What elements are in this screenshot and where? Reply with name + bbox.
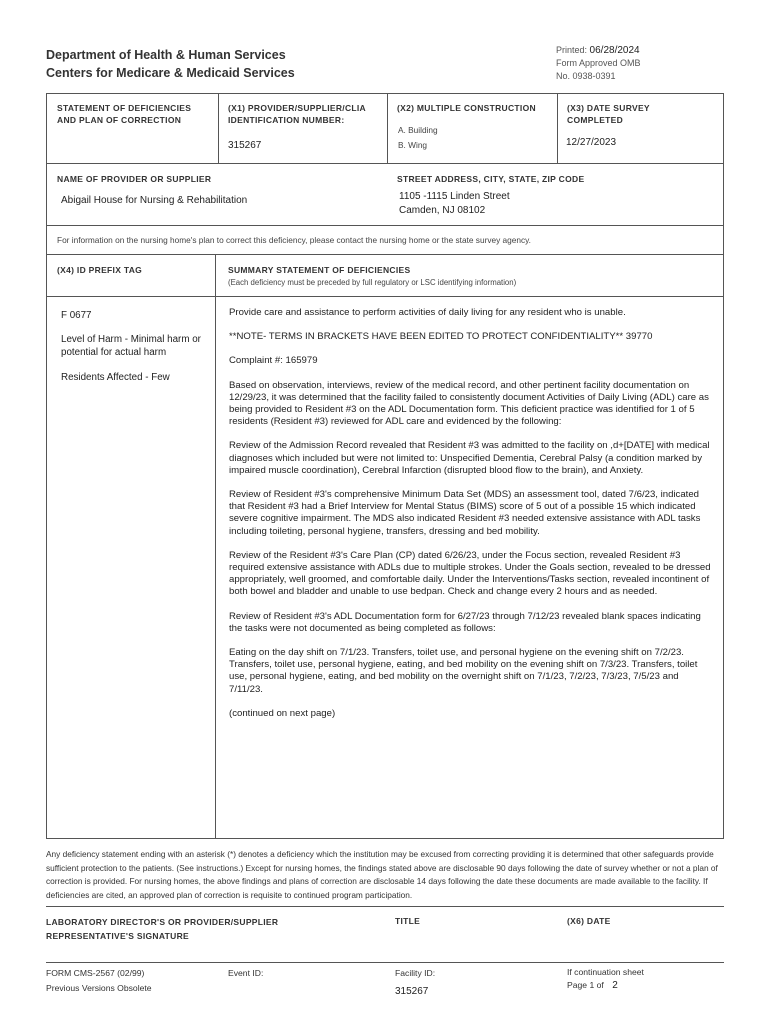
director-signature-label: LABORATORY DIRECTOR'S OR PROVIDER/SUPPLIER REPRESENTATIVE'S SIGNATURE	[46, 917, 279, 941]
page-indicator	[567, 979, 618, 993]
date-label: (X6) DATE	[567, 916, 611, 926]
summary-paragraph: Complaint #: 165979	[229, 355, 318, 367]
address-line2: Camden, NJ 08102	[399, 205, 486, 216]
x1-label: (X1) PROVIDER/SUPPLIER/CLIA IDENTIFICATION NUMBER:	[228, 103, 366, 125]
x3-value: 12/27/2023	[566, 137, 617, 148]
dept-name: Department of Health & Human Services	[46, 48, 286, 62]
info-note: For information on the nursing home's plan to correct this deficiency, please contact the nursing home or the state survey agency.	[57, 235, 531, 245]
summary-sub: (Each deficiency must be preceded by full regulatory or LSC identifying information)	[228, 278, 517, 287]
summary-paragraph: Provide care and assistance to perform activities of daily living for any resident who is unable.	[229, 307, 626, 318]
summary-paragraph: Based on observation, interviews, review of the medical record, and other pertinent facility documentation on 12/29/23, it was determined that the facility failed to consistently document Activities of Daily Living (ADL) care as being provided to Resident #3 on the ADL Documentation form. This deficient practice was identified for 1 of 5 residents (Resident #3) reviewed for ADL care and evidenced by the following:	[229, 379, 709, 428]
agency-header	[46, 46, 295, 82]
summary-paragraph: **NOTE- TERMS IN BRACKETS HAVE BEEN EDITED TO PROTECT CONFIDENTIALITY** 39770	[229, 331, 653, 343]
page-label: Page 1 of	[567, 980, 604, 990]
x2-wing: B. Wing	[398, 140, 428, 150]
level-of-harm: Level of Harm - Minimal harm or potential for actual harm	[61, 334, 201, 358]
provider-name-value: Abigail House for Nursing & Rehabilitation	[61, 195, 248, 206]
residents-affected: Residents Affected - Few	[61, 372, 170, 383]
printed-label: Printed:	[556, 45, 588, 55]
page-total: 2	[612, 980, 618, 991]
provider-name-label: NAME OF PROVIDER OR SUPPLIER	[57, 174, 212, 184]
continuation-label: If continuation sheet	[567, 967, 644, 977]
summary-body	[229, 307, 715, 732]
summary-label: SUMMARY STATEMENT OF DEFICIENCIES	[228, 265, 411, 275]
statement-label: STATEMENT OF DEFICIENCIES AND PLAN OF CORRECTION	[57, 103, 192, 125]
previous-versions: Previous Versions Obsolete	[46, 983, 152, 993]
form-number: FORM CMS-2567 (02/99)	[46, 968, 145, 978]
facility-id-value: 315267	[395, 986, 429, 997]
x1-value: 315267	[228, 140, 262, 151]
x2-label: (X2) MULTIPLE CONSTRUCTION	[397, 103, 536, 113]
printed-date: 06/28/2024	[589, 45, 640, 56]
event-id-label: Event ID:	[228, 968, 264, 978]
summary-paragraph: Eating on the day shift on 7/1/23. Transfers, toilet use, and personal hygiene on the evening shift on 7/2/23. Transfers, toilet use, personal hygiene, eating, and bed mobility on the evening shift on 7/3/23. Transfers, toilet use, personal hygiene, eating, and bed mobility on the overnight shift on 7/1/23, 7/2/23, 7/3/23, 7/5/23 and 7/11/23.	[229, 647, 698, 695]
form-approved: Form Approved OMB	[556, 58, 641, 68]
address-line1: 1105 -1115 Linden Street	[399, 191, 510, 202]
omb-number: No. 0938-0391	[556, 71, 616, 81]
summary-paragraph: Review of the Admission Record revealed that Resident #3 was admitted to the facility on ,d+[DATE] with medical diagnoses which included but were not limited to: Unspecified Dementia, Cerebral Palsy (a condition marked by impaired muscle coordination), Cerebral Infarction (disrupted blood flow to the brain), and Anxiety.	[229, 440, 710, 476]
title-label: TITLE	[395, 916, 421, 926]
disclaimer: Any deficiency statement ending with an asterisk (*) denotes a deficiency which the institution may be excused from correcting providing it is determined that other safeguards provide sufficient protection to the patients. (See instructions.) Except for nursing homes, the findings stated above are disclosable 90 days following the date of survey whether or not a plan of correction is provided. For nursing homes, the above findings and plans of correction are disclosable 14 days following the date these documents are made available to the facility. If deficiencies are cited, an approved plan of correction is requisite to continued program participation.	[46, 849, 718, 900]
continued-note: (continued on next page)	[229, 707, 336, 719]
facility-id-label: Facility ID:	[395, 968, 436, 978]
summary-paragraph: Review of Resident #3's ADL Documentation form for 6/27/23 through 7/12/23 revealed blank spaces indicating the tasks were not documented as being completed as follows:	[229, 610, 701, 634]
centers-name: Centers for Medicare & Medicaid Services	[46, 66, 295, 80]
x3-label: (X3) DATE SURVEY COMPLETED	[567, 103, 650, 125]
tag-id: F 0677	[61, 310, 92, 321]
address-label: STREET ADDRESS, CITY, STATE, ZIP CODE	[397, 174, 585, 184]
printed-info	[556, 44, 641, 83]
summary-paragraph: Review of the Resident #3's Care Plan (CP) dated 6/26/23, under the Focus section, revealed Resident #3 required extensive assistance with ADLs due to multiple strokes. Under the Goals section, revealed to be dressed appropriately, well groomed, and comfortable daily. Under the Interventions/Tasks section, revealed incontinent of both bowel and bladder and unable to use bedpan. Check and change every 2 hours and as needed.	[229, 549, 711, 598]
x2-building: A. Building	[398, 125, 438, 135]
x4-label: (X4) ID PREFIX TAG	[57, 265, 143, 275]
summary-paragraph: Review of Resident #3's comprehensive Minimum Data Set (MDS) an assessment tool, dated 7/6/23, indicated that Resident #3 had a Brief Interview for Mental Status (BIMS) score of 5 out of a possible 15 which indicated severe cognitive impairment. The MDS also indicated Resident #3 needed extensive assistance with ADL tasks including toileting, personal hygiene, transfers, dressing and bed mobility.	[229, 489, 701, 537]
